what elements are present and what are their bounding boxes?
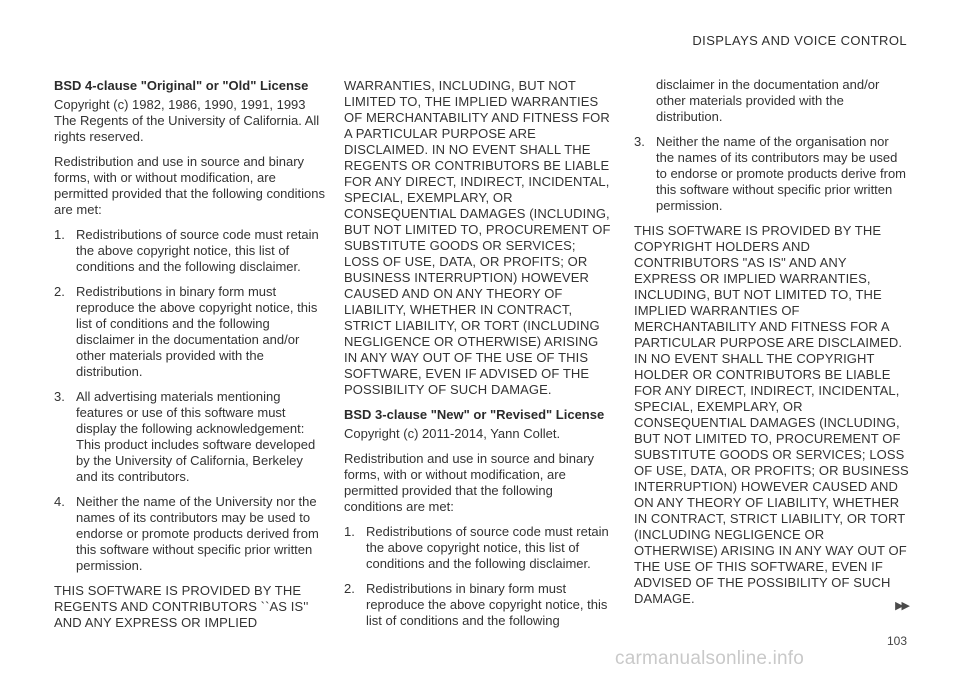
column-1 — [54, 78, 326, 640]
list-item: 2. Redistributions in binary form must reproduce the above copyright notice, this list of conditions and the following disclaimer in the documentation and/or other materials provided with the distribution. — [54, 284, 318, 379]
copyright-text: Copyright (c) 2011-2014, Yann Collet. — [344, 426, 561, 441]
watermark: carmanualsonline.info — [615, 648, 805, 669]
double-chevron-right-icon: ▶▶ — [895, 600, 908, 612]
intro-text: Redistribution and use in source and binary forms, with or without modification, are permitted provided that the following conditions are met: — [344, 451, 595, 514]
list-item: 2. Redistributions in binary form must reproduce the above copyright notice, this list of conditions and the following — [344, 581, 608, 628]
license-heading-bsd3: BSD 3-clause "New" or "Revised" License — [344, 407, 605, 422]
list-item: 4. Neither the name of the University nor the names of its contributors may be used to endorse or promote products derived from this software without specific prior written permission. — [54, 494, 319, 573]
disclaimer-text: THIS SOFTWARE IS PROVIDED BY THE COPYRIGHT HOLDERS AND CONTRIBUTORS "AS IS" AND ANY EXPRESS OR IMPLIED WARRANTIES, INCLUDING, BUT NOT LIMITED TO, THE IMPLIED WARRANTIES OF MERCHANTABILITY AND FITNESS FOR A PARTICULAR PURPOSE ARE DISCLAIMED. IN NO EVENT SHALL THE COPYRIGHT HOLDER OR CONTRIBUTORS BE LIABLE FOR ANY DIRECT, INDIRECT, INCIDENTAL, SPECIAL, EXEMPLARY, OR CONSEQUENTIAL DAMAGES (INCLUDING, BUT NOT LIMITED TO, PROCUREMENT OF SUBSTITUTE GOODS OR SERVICES; LOSS OF USE, DATA, OR PROFITS; OR BUSINESS INTERRUPTION) HOWEVER CAUSED AND ON ANY THEORY OF LIABILITY, WHETHER IN CONTRACT, STRICT LIABILITY, OR TORT (INCLUDING NEGLIGENCE OR OTHERWISE) ARISING IN ANY WAY OUT OF THE USE OF THIS SOFTWARE, EVEN IF ADVISED OF THE POSSIBILITY OF SUCH DAMAGE. — [634, 223, 909, 606]
intro-text: Redistribution and use in source and binary forms, with or without modification, are permitted provided that the following conditions are met: — [54, 154, 325, 217]
copyright-text: Copyright (c) 1982, 1986, 1990, 1991, 1993 The Regents of the University of California. All rights reserved. — [54, 97, 320, 144]
list-item: 1. Redistributions of source code must retain the above copyright notice, this list of conditions and the following disclaimer. — [54, 227, 319, 274]
column-2 — [344, 78, 612, 638]
column-3 — [634, 78, 909, 616]
page-number: 103 — [886, 634, 907, 648]
list-item: 1. Redistributions of source code must retain the above copyright notice, this list of conditions and the following disclaimer. — [344, 524, 609, 571]
conditions-list — [344, 524, 612, 629]
conditions-list — [54, 227, 326, 574]
page-header-title: DISPLAYS AND VOICE CONTROL — [692, 33, 907, 48]
conditions-list — [634, 134, 909, 214]
disclaimer-text: THIS SOFTWARE IS PROVIDED BY THE REGENTS AND CONTRIBUTORS ``AS IS'' AND ANY EXPRESS OR IMPLIED — [54, 583, 309, 630]
list-item: 3. All advertising materials mentioning features or use of this software must display the following acknowledgement: This product includes software developed by the University of California, Berkeley and its contributors. — [54, 389, 316, 484]
list-item-continued: disclaimer in the documentation and/or other materials provided with the distribution. — [656, 77, 880, 124]
disclaimer-continued: WARRANTIES, INCLUDING, BUT NOT LIMITED TO, THE IMPLIED WARRANTIES OF MERCHANTABILITY AND FITNESS FOR A PARTICULAR PURPOSE ARE DISCLAIMED. IN NO EVENT SHALL THE REGENTS OR CONTRIBUTORS BE LIABLE FOR ANY DIRECT, INDIRECT, INCIDENTAL, SPECIAL, EXEMPLARY, OR CONSEQUENTIAL DAMAGES (INCLUDING, BUT NOT LIMITED TO, PROCUREMENT OF SUBSTITUTE GOODS OR SERVICES; LOSS OF USE, DATA, OR PROFITS; OR BUSINESS INTERRUPTION) HOWEVER CAUSED AND ON ANY THEORY OF LIABILITY, WHETHER IN CONTRACT, STRICT LIABILITY, OR TORT (INCLUDING NEGLIGENCE OR OTHERWISE) ARISING IN ANY WAY OUT OF THE USE OF THIS SOFTWARE, EVEN IF ADVISED OF THE POSSIBILITY OF SUCH DAMAGE. — [344, 78, 611, 397]
license-heading-bsd4: BSD 4-clause "Original" or "Old" License — [54, 78, 309, 93]
list-item: 3. Neither the name of the organisation nor the names of its contributors may be used to endorse or promote products derive from this software without specific prior written permission. — [634, 134, 907, 213]
